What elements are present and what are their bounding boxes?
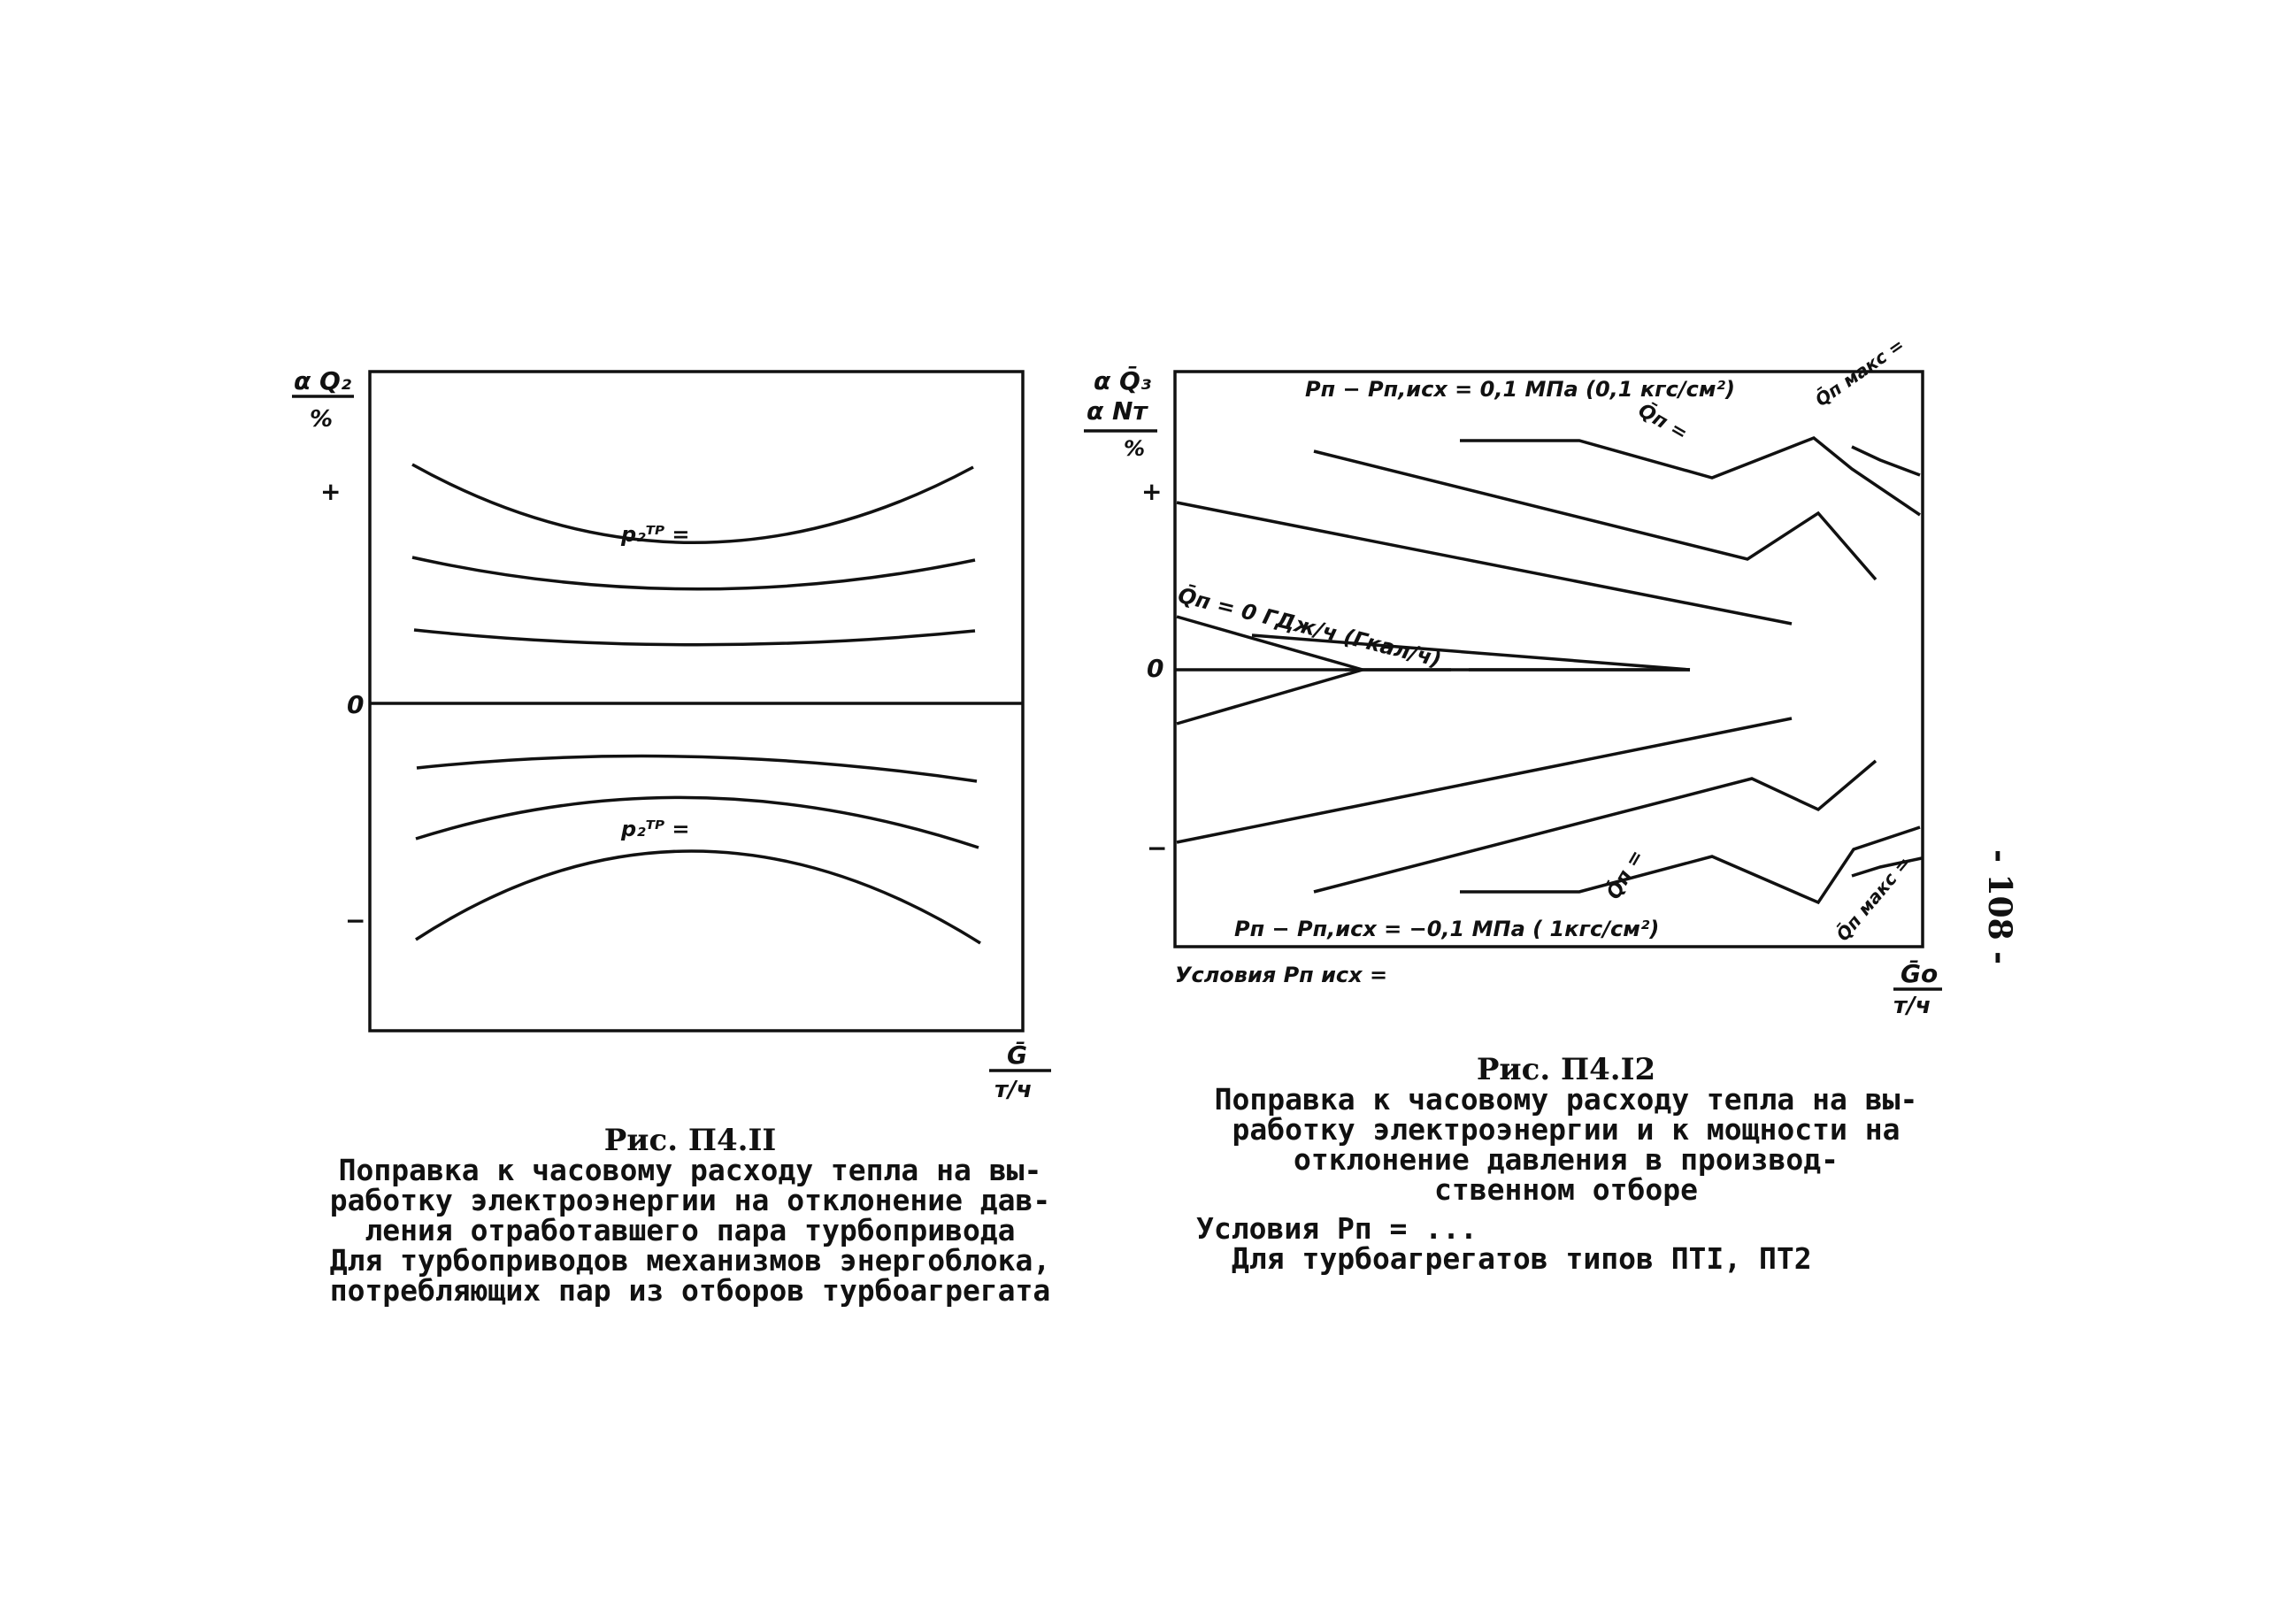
figure-2-title: Рис. П4.I2 [1476,1052,1656,1087]
figure-2-caption [1186,1052,1947,1207]
figure-2-label-top-pressure: Pп − Pп,исх = 0,1 МПа (0,1 кгс/см²) [1305,377,1735,402]
figure-2-label-qp-upper: Q̄п = [1634,399,1692,446]
figure-1-y-label: α Q₂ [294,366,352,395]
figure-2-label-qp-max-upper: Q̄п макс = [1811,334,1908,411]
figure-2-label-qp-max-lower: Q̄п макс = [1831,852,1915,946]
figure-2-line-lower-1 [1177,718,1792,842]
figure-1-caption-line: потребляющих пар из отборов турбоагрегата [329,1273,1051,1308]
figure-1-x-unit: т/ч [994,1077,1033,1103]
figure-2-conditions-text: Условия Pп = ... [1196,1211,1478,1246]
figure-2-label-qp-lower: Q̄п = [1602,846,1649,903]
figure-2-caption-line: ственном отборе [1433,1172,1698,1207]
figure-1-caption-line: ления отработавшего пара турбопривода [365,1213,1016,1247]
figure-1-curve-label-lower: p₂ᵀᴾ = [621,817,690,841]
figure-2-label-bottom-pressure: Pп − Pп,исх = −0,1 МПа ( 1кгс/см²) [1234,917,1660,941]
figure-1-caption-line: Для турбоприводов механизмов энергоблока, [329,1243,1051,1278]
figure-2-y-unit: % [1124,436,1146,461]
figure-2-line-lower-3 [1460,827,1920,902]
figure-2-line-fan-2 [1177,670,1363,724]
figure-2-y-label-mid: α Nт [1087,396,1148,426]
figure-2-caption-line: отклонение давления в производ- [1294,1142,1839,1177]
figure-2-line-upper-2 [1314,451,1876,580]
figure-2-tick-plus: + [1141,477,1163,506]
figure-1-caption [292,1125,1088,1306]
figure-2-tick-zero: 0 [1147,654,1164,683]
figure-1-x-label: Ḡ [1007,1040,1027,1070]
figure-1-caption-line: работку электроэнергии на отклонение дав- [329,1183,1051,1217]
figure-2-tick-minus: − [1147,833,1168,863]
page-number: - 108 - [1981,849,2018,965]
figure-2-caption-line: работку электроэнергии и к мощности на [1232,1112,1901,1147]
figure-2-caption-line: Поправка к часовому расходу тепла на вы- [1214,1082,1918,1117]
figure-2-x-label: Ḡо [1901,959,1939,988]
figure-1-y-unit: % [310,406,334,433]
figure-2-y-label-top: α Q̄₃ [1094,366,1152,395]
figure-1-caption-line: Поправка к часовому расходу тепла на вы- [338,1153,1042,1187]
figure-1-tick-minus: − [345,906,366,935]
figure-2-types-text: Для турбоагрегатов типов ПТI, ПТ2 [1232,1241,1812,1276]
figure-2-conditions-label: Условия Pп исх = [1175,963,1388,987]
figure-1-curve-label-upper: p₂ᵀᴾ = [621,522,690,547]
figure-2-line-upper-4 [1852,447,1920,475]
figure-2-conditions [1196,1211,1904,1276]
figure-1-tick-plus: + [320,477,342,506]
figure-1-tick-zero: 0 [347,690,365,719]
figure-2-x-unit: т/ч [1893,993,1931,1019]
figure-1-title: Рис. П4.II [603,1123,777,1158]
figure-2-label-qp-zero: Q̄п = 0 ГДж/ч (Гкал/ч) [1175,582,1444,672]
figure-2-line-lower-2 [1314,761,1876,892]
